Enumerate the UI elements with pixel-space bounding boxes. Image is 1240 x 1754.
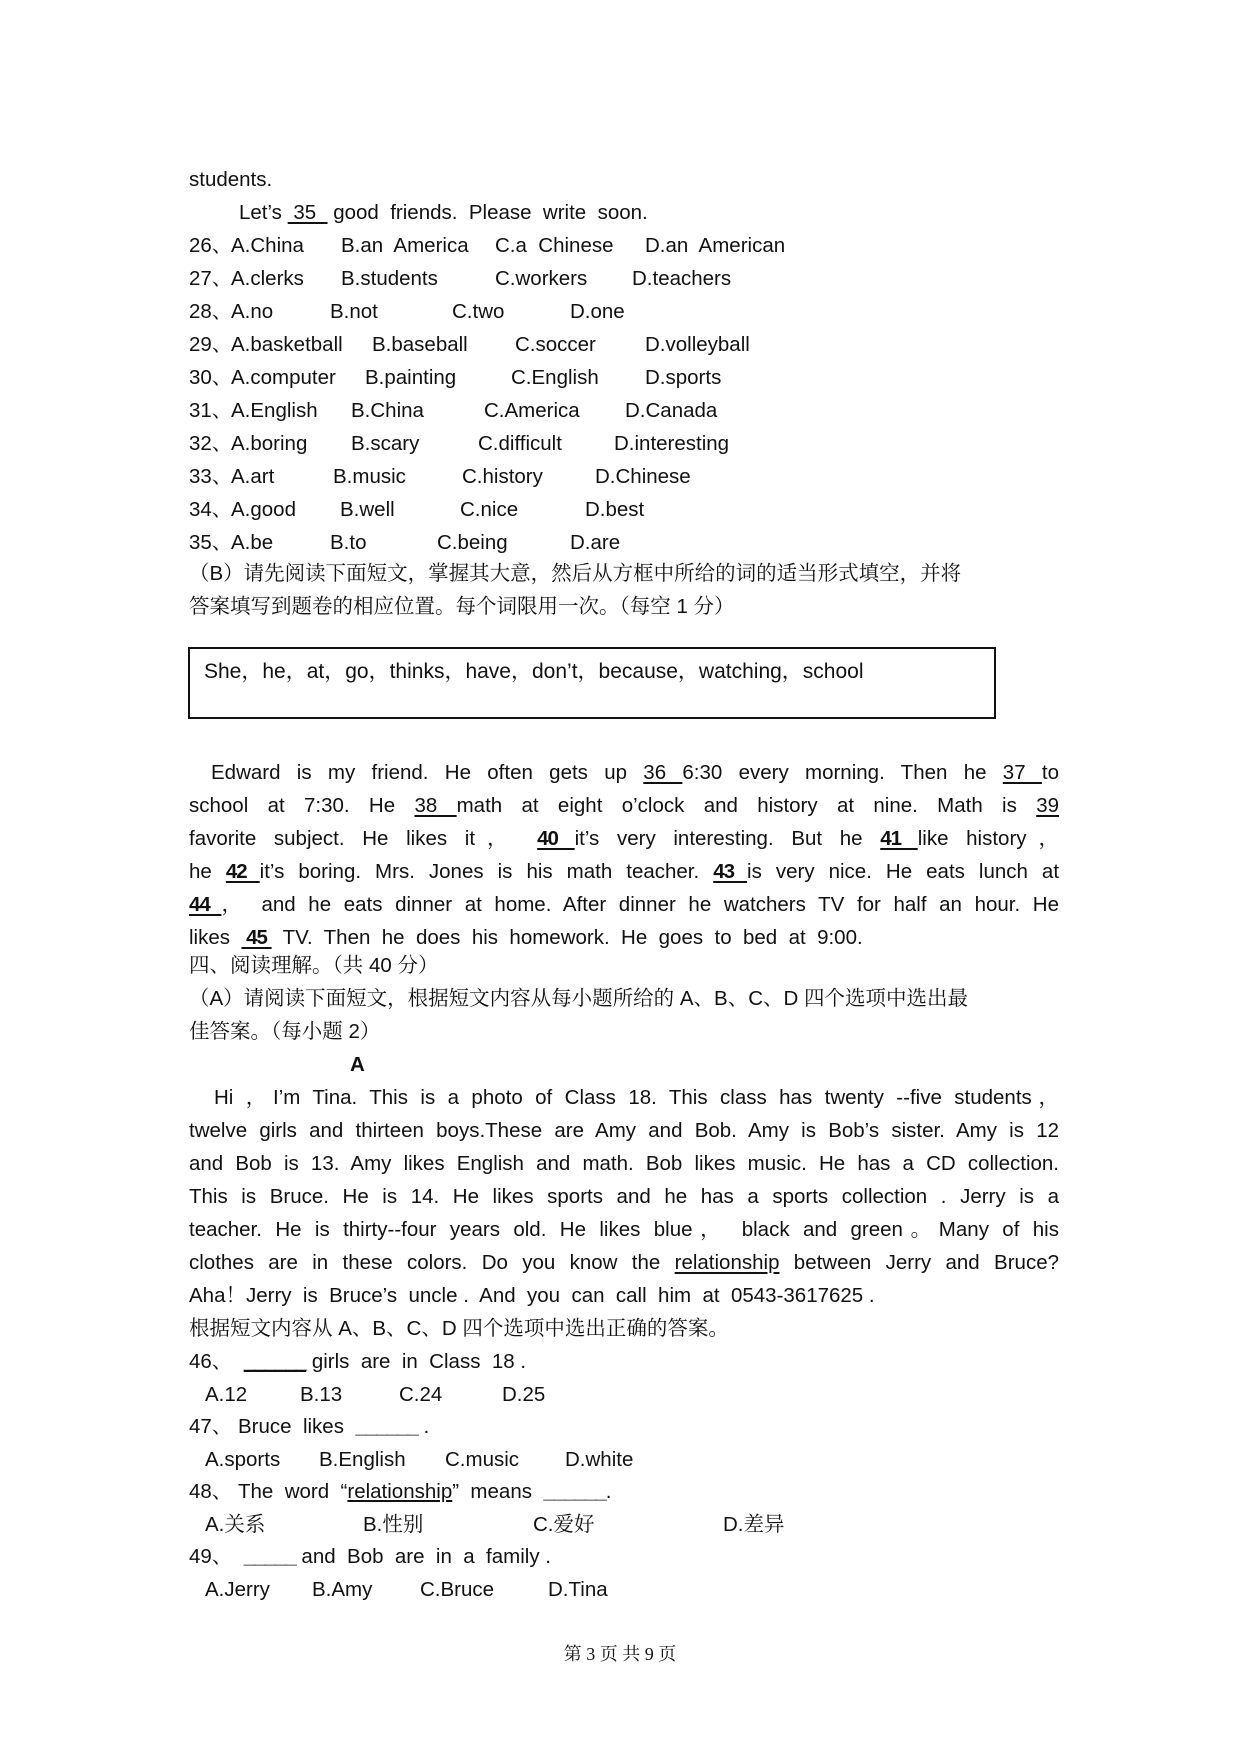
question-35-option-d: D.are — [570, 531, 621, 554]
passage-text: math at eight o’clock and history at nine. Math is — [456, 794, 1037, 817]
question-34-option-b: B.well — [340, 498, 395, 521]
question-28-option-a: A.no — [231, 300, 274, 323]
question-30-option-c: C.English — [511, 366, 599, 389]
question-29-option-c: C.soccer — [515, 333, 596, 356]
passage-text: to — [1041, 761, 1059, 784]
question-35-option-b: B.to — [330, 531, 367, 554]
passage-a-line-4: This is Bruce. He is 14. He likes sports and he has a sports collection . Jerry is a — [189, 1185, 1059, 1208]
passage-a-line-5: teacher. He is thirty--four years old. He likes blue， black and green。Many of his — [189, 1218, 1059, 1241]
question-26-option-b: B.an America — [341, 234, 469, 257]
passage-text: 6:30 every morning. Then he — [682, 761, 1003, 784]
question-27-option-b: B.students — [341, 267, 438, 290]
question-33-option-c: C.history — [462, 465, 543, 488]
passage-text: likes — [189, 926, 242, 949]
question-48-option-c: C.爱好 — [533, 1513, 595, 1536]
section-4-instruction-1: （A）请阅读下面短文，根据短文内容从每小题所给的 A、B、C、D 四个选项中选出最 — [189, 987, 969, 1010]
word-box — [188, 647, 996, 719]
question-48-option-b: B.性别 — [363, 1513, 424, 1536]
blank-41: 41 — [880, 827, 918, 850]
question-27-option-a: A.clerks — [231, 267, 304, 290]
question-26-number: 26、 — [189, 234, 233, 257]
question-48-option-d: D.差异 — [723, 1513, 785, 1536]
word-box-list: She，he，at，go，thinks，have，don’t，because，watching，school — [204, 660, 864, 683]
question-47-option-b: B.English — [319, 1448, 406, 1471]
question-49-option-b: B.Amy — [312, 1578, 373, 1601]
passage-a-line-2: twelve girls and thirteen boys.These are Amy and Bob. Amy is Bob’s sister. Amy is 12 — [189, 1119, 1059, 1142]
question-28-number: 28、 — [189, 300, 233, 323]
question-49-option-a: A.Jerry — [205, 1578, 270, 1601]
question-31-option-c: C.America — [484, 399, 580, 422]
passage-text: ， and he eats dinner at home. After dinner he watchers TV for half an hour. He — [221, 893, 1060, 916]
question-34-option-c: C.nice — [460, 498, 519, 521]
question-30-option-d: D.sports — [645, 366, 722, 389]
section-b-passage-line-1 — [211, 756, 1059, 789]
passage-text: Edward is my friend. He often gets up — [211, 761, 644, 784]
passage-text: TV. Then he does his homework. He goes to bed at 9:00. — [271, 926, 863, 949]
question-31-option-d: D.Canada — [625, 399, 718, 422]
word-relationship-q48: relationship — [347, 1480, 453, 1503]
question-49-option-c: C.Bruce — [420, 1578, 495, 1601]
question-47-option-a: A.sports — [205, 1448, 281, 1471]
question-32-option-b: B.scary — [351, 432, 420, 455]
cloze-closing-line: Let’s 35 good friends. Please write soon. — [239, 201, 648, 224]
passage-a-line-7: Aha！Jerry is Bruce’s uncle . And you can call him at 0543-3617625 . — [189, 1284, 875, 1307]
question-33-option-d: D.Chinese — [595, 465, 691, 488]
question-28-option-d: D.one — [570, 300, 625, 323]
question-29-option-d: D.volleyball — [645, 333, 750, 356]
question-32-option-a: A.boring — [231, 432, 308, 455]
section-b-passage-line-5 — [189, 888, 1059, 921]
blank-45: 45 — [241, 926, 272, 949]
question-32-option-c: C.difficult — [478, 432, 562, 455]
question-28-option-b: B.not — [330, 300, 378, 323]
question-33-option-b: B.music — [333, 465, 406, 488]
blank-40: 40 — [537, 827, 575, 850]
question-31-option-b: B.China — [351, 399, 424, 422]
blank-43: 43 — [713, 860, 748, 883]
question-34-number: 34、 — [189, 498, 233, 521]
section-b-passage-line-4 — [189, 855, 1059, 888]
word-relationship: relationship — [674, 1251, 780, 1274]
question-28-option-c: C.two — [452, 300, 505, 323]
blank-38: 38 — [414, 794, 457, 817]
blank-35: 35 — [287, 201, 328, 224]
question-35-number: 35、 — [189, 531, 233, 554]
question-27-option-d: D.teachers — [632, 267, 732, 290]
passage-a-title: A — [350, 1053, 365, 1076]
passage-text: is very nice. He eats lunch at — [747, 860, 1060, 883]
question-29-option-b: B.baseball — [372, 333, 468, 356]
passage-a-line-1: Hi ，I’m Tina. This is a photo of Class 18. This class has twenty --five students， — [214, 1086, 1059, 1109]
question-46-option-c: C.24 — [399, 1383, 443, 1406]
passage-a-line-3: and Bob is 13. Amy likes English and math. Bob likes music. He has a CD collection. — [189, 1152, 1059, 1175]
question-26-option-c: C.a Chinese — [495, 234, 614, 257]
question-47-option-d: D.white — [565, 1448, 634, 1471]
question-34-option-d: D.best — [585, 498, 645, 521]
blank-48: ______ — [543, 1480, 606, 1503]
question-30-option-a: A.computer — [231, 366, 336, 389]
question-27-number: 27、 — [189, 267, 233, 290]
section-b-instruction-2: 答案填写到题卷的相应位置。每个词限用一次。（每空 1 分） — [189, 595, 735, 618]
passage-text: it’s boring. Mrs. Jones is his math teacher. — [259, 860, 714, 883]
passage-a-line-6: clothes are in these colors. Do you know the relationship between Jerry and Bruce? — [189, 1251, 1059, 1274]
question-26-option-d: D.an American — [645, 234, 786, 257]
question-49-option-d: D.Tina — [548, 1578, 608, 1601]
section-b-instruction-1: （B）请先阅读下面短文，掌握其大意，然后从方框中所给的词的适当形式填空，并将 — [189, 562, 962, 585]
question-35-option-a: A.be — [231, 531, 274, 554]
blank-47: ______ — [355, 1415, 418, 1438]
question-31-option-a: A.English — [231, 399, 318, 422]
blank-44: 44 — [189, 893, 222, 916]
cloze-tail-line: students. — [189, 168, 273, 191]
question-26-option-a: A.China — [231, 234, 304, 257]
blank-42: 42 — [225, 860, 260, 883]
question-46: 46、 ______ girls are in Class 18 . — [189, 1350, 527, 1373]
question-31-number: 31、 — [189, 399, 233, 422]
blank-49: _____ — [243, 1545, 296, 1568]
question-46-option-d: D.25 — [502, 1383, 546, 1406]
question-47-option-c: C.music — [445, 1448, 520, 1471]
question-29-option-a: A.basketball — [231, 333, 343, 356]
passage-text: favorite subject. He likes it， — [189, 827, 538, 850]
question-46-option-a: A.12 — [205, 1383, 248, 1406]
passage-text: like history， — [917, 827, 1060, 850]
question-33-number: 33、 — [189, 465, 233, 488]
section-b-passage-line-3 — [189, 822, 1059, 855]
passage-text: school at 7:30. He — [189, 794, 415, 817]
section-4-instruction-2: 佳答案。（每小题 2） — [189, 1020, 381, 1043]
section-b-passage-line-2 — [189, 789, 1059, 822]
page-footer: 第 3 页 共 9 页 — [563, 1644, 677, 1664]
question-47: 47、 Bruce likes ______ . — [189, 1415, 430, 1438]
question-29-number: 29、 — [189, 333, 233, 356]
question-48: 48、 The word “relationship” means ______. — [189, 1480, 612, 1503]
passage-text: it’s very interesting. But he — [574, 827, 881, 850]
question-27-option-c: C.workers — [495, 267, 588, 290]
question-46-option-b: B.13 — [300, 1383, 343, 1406]
section-4-title: 四、阅读理解。（共 40 分） — [189, 954, 439, 977]
question-48-option-a: A.关系 — [205, 1513, 266, 1536]
blank-36: 36 — [643, 761, 683, 784]
blank-37: 37 — [1002, 761, 1042, 784]
question-33-option-a: A.art — [231, 465, 275, 488]
blank-39: 39 — [1036, 794, 1059, 817]
question-34-option-a: A.good — [231, 498, 296, 521]
questions-instruction: 根据短文内容从 A、B、C、D 四个选项中选出正确的答案。 — [189, 1317, 729, 1340]
question-32-option-d: D.interesting — [614, 432, 730, 455]
question-49: 49、 _____ and Bob are in a family . — [189, 1545, 551, 1568]
question-30-number: 30、 — [189, 366, 233, 389]
question-30-option-b: B.painting — [365, 366, 457, 389]
blank-46: ______ — [243, 1350, 307, 1373]
question-32-number: 32、 — [189, 432, 233, 455]
passage-text: he — [189, 860, 226, 883]
question-35-option-c: C.being — [437, 531, 508, 554]
